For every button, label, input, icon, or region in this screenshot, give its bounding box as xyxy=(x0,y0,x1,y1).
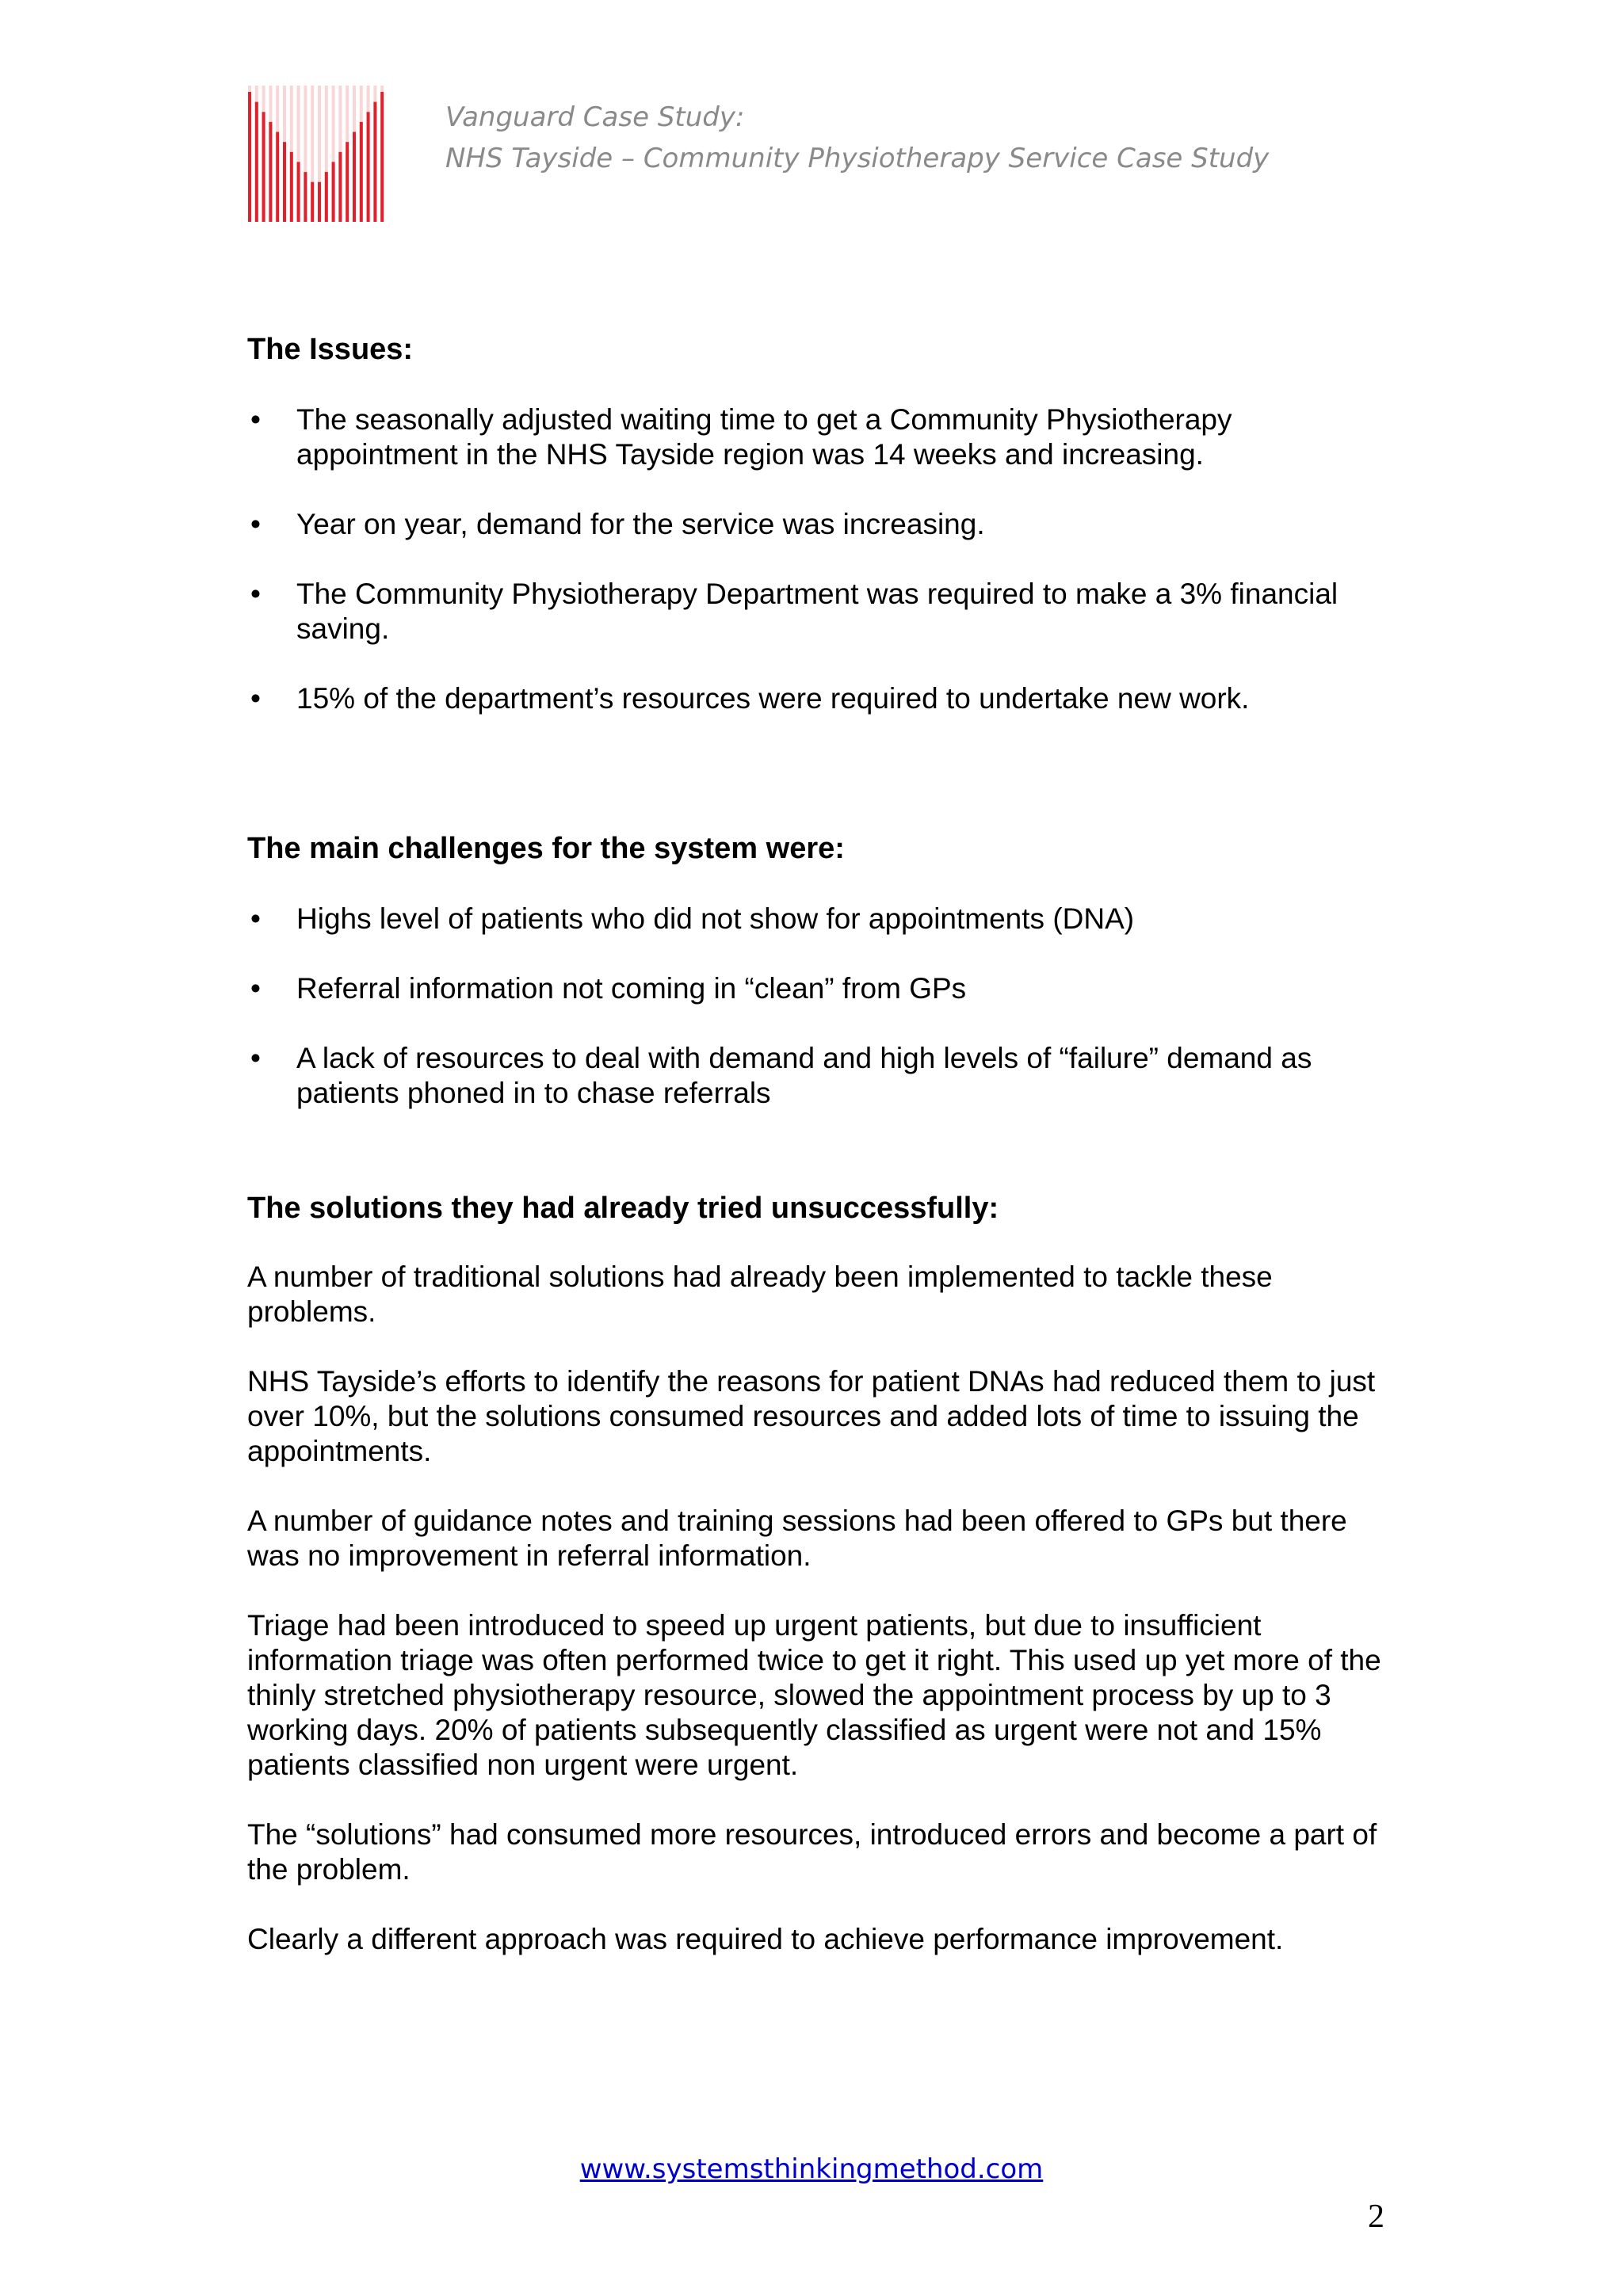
issues-list xyxy=(247,402,1388,716)
bullet-icon: • xyxy=(250,578,261,610)
list-item xyxy=(247,577,1388,646)
bullet-icon: • xyxy=(250,403,261,436)
page-header xyxy=(247,86,1515,228)
paragraph: The “solutions” had consumed more resources, introduced errors and become a part of the problem. xyxy=(247,1818,1377,1886)
bullet-icon: • xyxy=(250,1042,261,1074)
bullet-icon: • xyxy=(250,972,261,1005)
paragraph: Clearly a different approach was required to achieve performance improvement. xyxy=(247,1923,1284,1955)
issues-heading: The Issues: xyxy=(247,333,414,366)
list-item-text: 15% of the department’s resources were required to undertake new work. xyxy=(296,682,1250,715)
list-item xyxy=(247,681,1388,716)
list-item xyxy=(247,507,1388,542)
list-item xyxy=(247,1041,1388,1111)
vanguard-logo xyxy=(247,86,387,222)
list-item-text: Highs level of patients who did not show for appointments (DNA) xyxy=(296,902,1135,935)
list-item-text: A lack of resources to deal with demand and high levels of “failure” demand as patients phoned in to chase referrals xyxy=(296,1042,1312,1109)
list-item-text: The Community Physiotherapy Department was required to make a 3% financial saving. xyxy=(296,578,1338,645)
list-item-text: Referral information not coming in “clean” from GPs xyxy=(296,972,967,1005)
list-item xyxy=(247,971,1388,1006)
header-line-1: Vanguard Case Study: xyxy=(445,101,745,133)
bullet-icon: • xyxy=(250,902,261,935)
header-title xyxy=(445,97,1269,179)
challenges-list xyxy=(247,902,1388,1111)
paragraph: A number of traditional solutions had already been implemented to tackle these problems. xyxy=(247,1261,1273,1328)
bullet-icon: • xyxy=(250,508,261,540)
paragraph: Triage had been introduced to speed up urgent patients, but due to insufficient information triage was often performed twice to get it right. This used up yet more of the thinly stretched physiotherapy resource, slowed the appointment process by up to 3 working days. 20% of patients subsequently classified as urgent were not and 15% patients classified non urgent were urgent. xyxy=(247,1609,1381,1781)
header-line-2: NHS Tayside – Community Physiotherapy Service Case Study xyxy=(445,143,1270,174)
paragraph: A number of guidance notes and training sessions had been offered to GPs but there was no improvement in referral information. xyxy=(247,1505,1347,1572)
list-item xyxy=(247,902,1388,936)
paragraph: NHS Tayside’s efforts to identify the reasons for patient DNAs had reduced them to just over 10%, but the solutions consumed resources and added lots of time to issuing the appointments. xyxy=(247,1365,1376,1467)
list-item-text: The seasonally adjusted waiting time to get a Community Physiotherapy appointment in the NHS Tayside region was 14 weeks and increasing. xyxy=(296,403,1232,471)
solutions-text xyxy=(247,1260,1388,1957)
page-number: 2 xyxy=(1368,2199,1384,2235)
list-item xyxy=(247,402,1388,472)
challenges-heading: The main challenges for the system were: xyxy=(247,832,845,865)
bullet-icon: • xyxy=(250,682,261,715)
document-body xyxy=(247,331,1388,1957)
list-item-text: Year on year, demand for the service was increasing. xyxy=(296,508,985,540)
solutions-heading: The solutions they had already tried unsuccessfully: xyxy=(247,1192,999,1225)
website-link[interactable]: www.systemsthinkingmethod.com xyxy=(579,2153,1044,2185)
